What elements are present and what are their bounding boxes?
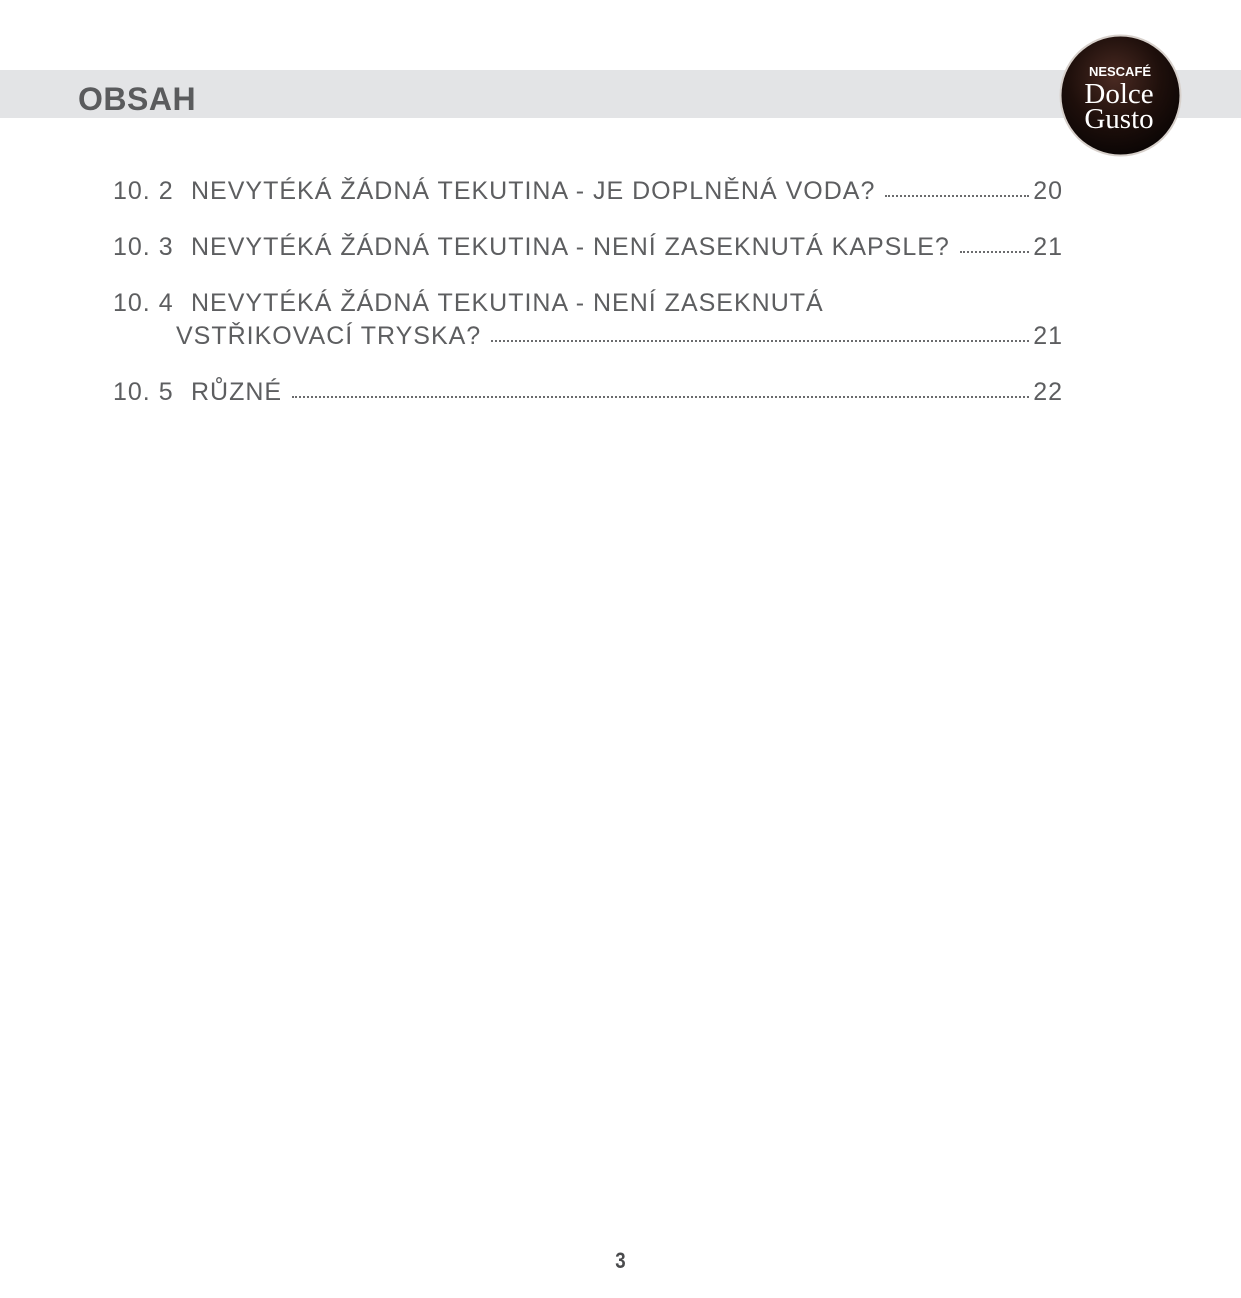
toc-dot-leader bbox=[292, 396, 1029, 398]
toc-entry-page: 21 bbox=[1033, 322, 1063, 350]
toc-entry-number: 10. 5 bbox=[113, 378, 174, 406]
toc-entry-number: 10. 4 bbox=[113, 289, 174, 317]
page-title: OBSAH bbox=[78, 81, 197, 117]
toc-entry-10-2[interactable] bbox=[113, 175, 1063, 208]
toc-entry-10-4[interactable] bbox=[113, 287, 1063, 353]
toc-entry-10-5[interactable] bbox=[113, 376, 1063, 409]
toc-entry-title: NEVYTÉKÁ ŽÁDNÁ TEKUTINA - JE DOPLNĚNÁ VODA? bbox=[191, 177, 876, 205]
toc-entry-title-continued: VSTŘIKOVACÍ TRYSKA? bbox=[176, 322, 482, 350]
toc-entry-title: NEVYTÉKÁ ŽÁDNÁ TEKUTINA - NENÍ ZASEKNUTÁ KAPSLE? bbox=[191, 233, 950, 261]
toc-entry-10-3[interactable] bbox=[113, 231, 1063, 264]
page-number: 3 bbox=[615, 1248, 626, 1273]
logo-dolce-text: Dolce bbox=[1084, 78, 1154, 110]
toc-dot-leader bbox=[885, 195, 1029, 197]
toc-dot-leader bbox=[960, 251, 1029, 253]
logo-gusto-text: Gusto bbox=[1084, 103, 1154, 135]
table-of-contents bbox=[113, 175, 1063, 409]
toc-entry-number: 10. 2 bbox=[113, 177, 174, 205]
toc-entry-page: 22 bbox=[1033, 378, 1063, 406]
toc-entry-title: RŮZNÉ bbox=[191, 378, 283, 406]
toc-entry-number: 10. 3 bbox=[113, 233, 174, 261]
nescafe-dolce-gusto-logo bbox=[1058, 33, 1183, 158]
toc-entry-page: 21 bbox=[1033, 233, 1063, 261]
toc-entry-title: NEVYTÉKÁ ŽÁDNÁ TEKUTINA - NENÍ ZASEKNUTÁ bbox=[191, 289, 824, 317]
toc-dot-leader bbox=[491, 340, 1029, 342]
toc-entry-page: 20 bbox=[1033, 177, 1063, 205]
logo-brand-text: NESCAFÉ bbox=[1088, 64, 1152, 79]
